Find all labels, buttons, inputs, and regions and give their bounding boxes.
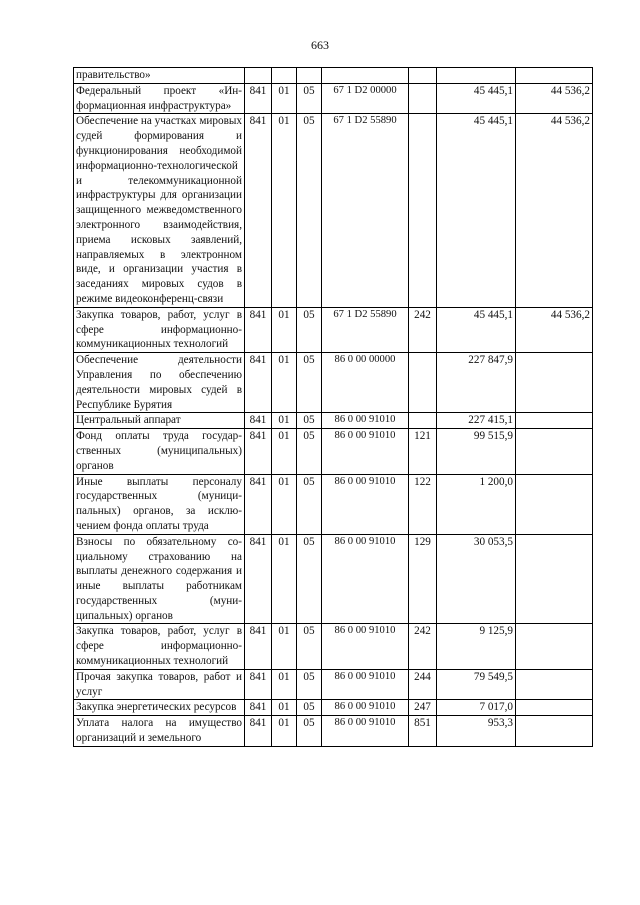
expense-type-code: 247	[409, 700, 437, 716]
section-code: 01	[272, 624, 297, 669]
section-code	[272, 68, 297, 84]
section-code: 01	[272, 534, 297, 624]
subsection-code: 05	[297, 716, 322, 747]
subsection-code: 05	[297, 114, 322, 307]
target-code: 86 0 00 91010	[322, 534, 409, 624]
amount-year-1: 1 200,0	[437, 474, 516, 534]
ministry-code: 841	[245, 474, 272, 534]
amount-year-2	[516, 534, 593, 624]
amount-year-2: 44 536,2	[516, 114, 593, 307]
row-name: Обеспечение на участках мировых судей формирования и функционирования необходимой информационно-технологической и телекоммуникационной инфраструктуры для организации защищенного межведомственного электронного взаимодействия, приема исковых заявлений, направляемых в электронном виде, и организации участия в заседаниях мировых судов в режиме видеоконференц-связи	[74, 114, 245, 307]
amount-year-2	[516, 68, 593, 84]
row-name: Взносы по обязательному социальному страхованию на выплаты денежного содержания и иные выплаты работникам государственных (муниципальных) органов	[74, 534, 245, 624]
table-row	[74, 474, 593, 534]
table-row	[74, 68, 593, 84]
table-row	[74, 353, 593, 413]
budget-table	[73, 67, 593, 747]
ministry-code: 841	[245, 716, 272, 747]
target-code: 86 0 00 91010	[322, 474, 409, 534]
amount-year-2	[516, 413, 593, 429]
table-row	[74, 624, 593, 669]
expense-type-code: 121	[409, 429, 437, 474]
ministry-code: 841	[245, 114, 272, 307]
section-code: 01	[272, 429, 297, 474]
table-row	[74, 716, 593, 747]
amount-year-1: 953,3	[437, 716, 516, 747]
section-code: 01	[272, 716, 297, 747]
ministry-code: 841	[245, 534, 272, 624]
table-row	[74, 669, 593, 700]
page-number: 663	[311, 38, 329, 52]
amount-year-1: 45 445,1	[437, 307, 516, 352]
expense-type-code: 851	[409, 716, 437, 747]
row-name: Центральный аппарат	[74, 413, 245, 429]
subsection-code: 05	[297, 534, 322, 624]
amount-year-1: 45 445,1	[437, 114, 516, 307]
row-name: Прочая закупка товаров, работ и услуг	[74, 669, 245, 700]
amount-year-2	[516, 716, 593, 747]
section-code: 01	[272, 413, 297, 429]
subsection-code: 05	[297, 83, 322, 114]
expense-type-code	[409, 114, 437, 307]
target-code: 86 0 00 91010	[322, 413, 409, 429]
table-row	[74, 307, 593, 352]
ministry-code: 841	[245, 700, 272, 716]
target-code	[322, 68, 409, 84]
subsection-code: 05	[297, 413, 322, 429]
ministry-code: 841	[245, 83, 272, 114]
table-row	[74, 83, 593, 114]
row-name: Уплата налога на имущество организаций и земельного	[74, 716, 245, 747]
table-row	[74, 700, 593, 716]
target-code: 67 1 D2 00000	[322, 83, 409, 114]
amount-year-2	[516, 429, 593, 474]
expense-type-code	[409, 68, 437, 84]
amount-year-1: 99 515,9	[437, 429, 516, 474]
row-name: правительство»	[74, 68, 245, 84]
subsection-code: 05	[297, 669, 322, 700]
ministry-code: 841	[245, 413, 272, 429]
subsection-code: 05	[297, 700, 322, 716]
subsection-code: 05	[297, 474, 322, 534]
amount-year-2: 44 536,2	[516, 307, 593, 352]
row-name: Обеспечение деятельности Управления по обеспечению деятельности мировых судей в Республике Бурятия	[74, 353, 245, 413]
amount-year-1: 45 445,1	[437, 83, 516, 114]
expense-type-code: 122	[409, 474, 437, 534]
amount-year-1	[437, 68, 516, 84]
target-code: 86 0 00 91010	[322, 624, 409, 669]
ministry-code: 841	[245, 307, 272, 352]
section-code: 01	[272, 669, 297, 700]
ministry-code: 841	[245, 353, 272, 413]
expense-type-code: 242	[409, 307, 437, 352]
target-code: 86 0 00 00000	[322, 353, 409, 413]
subsection-code: 05	[297, 624, 322, 669]
expense-type-code: 244	[409, 669, 437, 700]
ministry-code: 841	[245, 429, 272, 474]
table-row	[74, 114, 593, 307]
table-row	[74, 429, 593, 474]
amount-year-1: 9 125,9	[437, 624, 516, 669]
target-code: 86 0 00 91010	[322, 429, 409, 474]
amount-year-2	[516, 624, 593, 669]
subsection-code: 05	[297, 307, 322, 352]
target-code: 86 0 00 91010	[322, 700, 409, 716]
amount-year-1: 7 017,0	[437, 700, 516, 716]
section-code: 01	[272, 114, 297, 307]
table-row	[74, 413, 593, 429]
amount-year-2	[516, 474, 593, 534]
amount-year-1: 30 053,5	[437, 534, 516, 624]
expense-type-code	[409, 353, 437, 413]
target-code: 67 1 D2 55890	[322, 307, 409, 352]
amount-year-2	[516, 700, 593, 716]
row-name: Закупка энергетических ресурсов	[74, 700, 245, 716]
row-name: Иные выплаты персоналу государственных (муниципальных) органов, за исключением фонда оплаты труда	[74, 474, 245, 534]
subsection-code	[297, 68, 322, 84]
target-code: 67 1 D2 55890	[322, 114, 409, 307]
amount-year-1: 227 847,9	[437, 353, 516, 413]
subsection-code: 05	[297, 429, 322, 474]
table-row	[74, 534, 593, 624]
subsection-code: 05	[297, 353, 322, 413]
expense-type-code	[409, 83, 437, 114]
row-name: Фонд оплаты труда государственных (муниципальных) органов	[74, 429, 245, 474]
amount-year-2	[516, 353, 593, 413]
section-code: 01	[272, 83, 297, 114]
expense-type-code: 129	[409, 534, 437, 624]
section-code: 01	[272, 307, 297, 352]
ministry-code: 841	[245, 669, 272, 700]
amount-year-1: 227 415,1	[437, 413, 516, 429]
ministry-code: 841	[245, 624, 272, 669]
amount-year-1: 79 549,5	[437, 669, 516, 700]
target-code: 86 0 00 91010	[322, 669, 409, 700]
ministry-code	[245, 68, 272, 84]
section-code: 01	[272, 353, 297, 413]
section-code: 01	[272, 474, 297, 534]
amount-year-2	[516, 669, 593, 700]
row-name: Федеральный проект «Информационная инфраструктура»	[74, 83, 245, 114]
row-name: Закупка товаров, работ, услуг в сфере информационно-коммуникационных технологий	[74, 624, 245, 669]
expense-type-code	[409, 413, 437, 429]
section-code: 01	[272, 700, 297, 716]
amount-year-2: 44 536,2	[516, 83, 593, 114]
target-code: 86 0 00 91010	[322, 716, 409, 747]
expense-type-code: 242	[409, 624, 437, 669]
row-name: Закупка товаров, работ, услуг в сфере информационно-коммуникационных технологий	[74, 307, 245, 352]
